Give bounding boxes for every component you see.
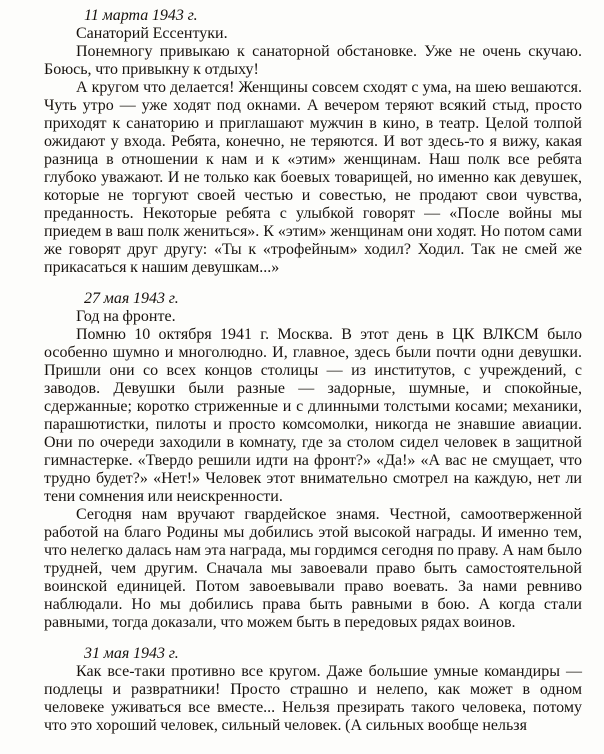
entry-heading: Год на фронте. (76, 308, 176, 325)
page-text-block (44, 7, 582, 735)
entry-paragraph: Понемногу привыкаю к санаторной обстановке. Уже не очень скучаю. Боюсь, что привыкну к отдыху! (44, 43, 582, 78)
diary-entry-1943-03-11 (44, 7, 582, 277)
diary-entry-1943-05-27 (44, 290, 582, 632)
entry-paragraph: А кругом что делается! Женщины совсем сходят с ума, на шею вешаются. Чуть утро — уже ходят под окнами. А вечером теряют всякий стыд, просто приходят к санаторию и приглашают мужчин в кино, в театр. Целой толпой ожидают у входа. Ребята, конечно, не теряются. И вот здесь-то я вижу, какая разница в отношении к нам и к «этим» женщинам. Наш полк все ребята глубоко уважают. И не только как боевых товарищей, но именно как девушек, которые не торгуют своей честью и совестью, не продают свои чувства, преданность. Некоторые ребята с улыбкой говорят — «После войны мы приедем в ваш полк жениться». К «этим» женщинам они ходят. Но потом сами же говорят друг другу: «Ты к «трофейным» ходил? Ходил. Так не смей же прикасаться к нашим девушкам...» (44, 79, 582, 276)
entry-date: 11 марта 1943 г. (84, 7, 198, 24)
entry-paragraph: Как все-таки противно все кругом. Даже большие умные командиры — подлецы и развратники! Просто страшно и нелепо, как может в одном человеке уживаться все вместе... Нельзя презирать такого человека, потому что это хороший человек, сильный человек. (А сильных вообще нельзя (44, 663, 582, 734)
entry-date: 27 мая 1943 г. (84, 290, 179, 307)
entry-paragraph: Помню 10 октября 1941 г. Москва. В этот день в ЦК ВЛКСМ было особенно шумно и многолюдно. И, главное, здесь были почти одни девушки. Пришли они со всех концов столицы — из институтов, с учреждений, с заводов. Девушки были разные — задорные, шумные, и спокойные, сдержанные; коротко стриженные и с длинными толстыми косами; механики, парашютистки, пилоты и просто комсомолки, никогда не знавшие авиации. Они по очереди заходили в комнату, где за столом сидел человек в защитной гимнастерке. «Твердо решили идти на фронт?» «Да!» «А вас не смущает, что трудно будет?» «Нет!» Человек этот внимательно смотрел на каждую, нет ли тени сомнения или неискренности. (44, 326, 582, 505)
entry-heading: Санаторий Ессентуки. (76, 25, 228, 42)
entry-date: 31 мая 1943 г. (84, 645, 179, 662)
entry-paragraph: Сегодня нам вручают гвардейское знамя. Честной, самоотверженной работой на благо Родины мы добились этой высокой награды. И именно тем, что нелегко далась нам эта награда, мы гордимся сегодня по праву. А нам было трудней, чем другим. Сначала мы завоевали право быть самостоятельной воинской единицей. Потом завоевывали право воевать. За нами ревниво наблюдали. Но мы добились права быть равными в бою. А когда стали равными, тогда доказали, что можем быть в передовых рядах воинов. (44, 506, 582, 631)
diary-entry-1943-05-31 (44, 645, 582, 735)
